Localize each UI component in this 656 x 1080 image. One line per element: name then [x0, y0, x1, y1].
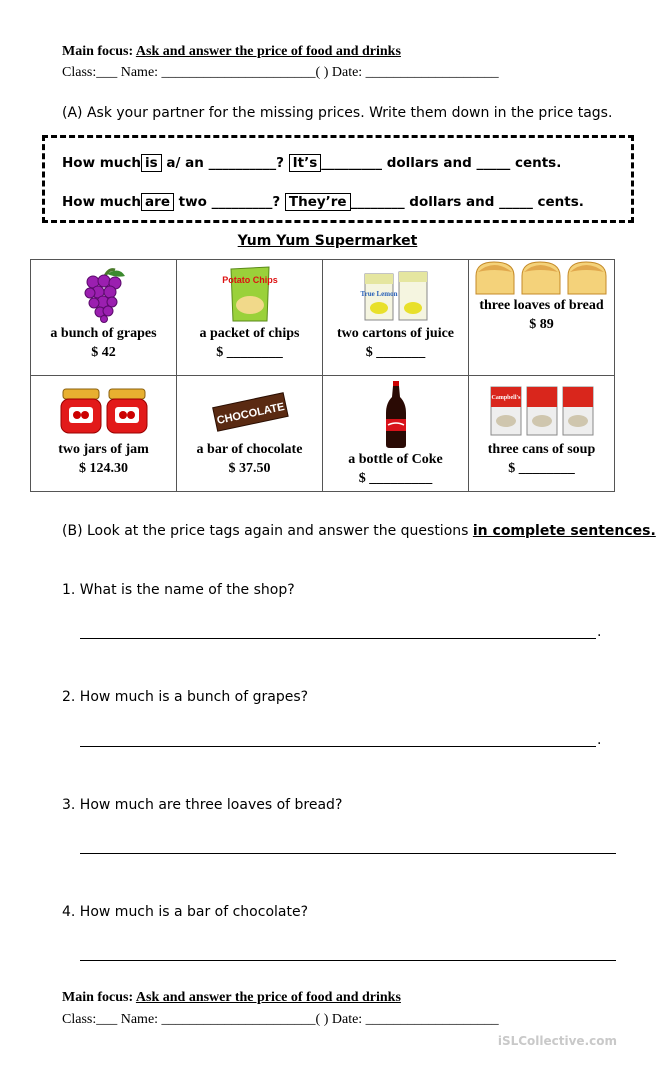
product-name: two cartons of juice [336, 326, 455, 341]
boxed-word-theyre: They’re [285, 193, 351, 211]
pattern-prefix: How much [62, 155, 142, 171]
product-price: $ 42 [91, 345, 116, 360]
boxed-word-its: It’s [289, 154, 322, 172]
pattern-prefix: How much [62, 194, 142, 210]
chips-brand-text: Potato Chips [221, 275, 278, 285]
class-name-date-line: Class:___ Name: ______________________( ) Date: ___________________ [62, 65, 499, 80]
juice-carton-icon [323, 264, 468, 324]
footer-class-name-date-line: Class:___ Name: ______________________( ) Date: ___________________ [62, 1012, 499, 1027]
part-b-instruction-text: (B) Look at the price tags again and answer the questions [62, 523, 473, 539]
product-price: $ ________ [508, 461, 575, 476]
shop-title: Yum Yum Supermarket [237, 233, 418, 249]
main-focus-label: Main focus: [62, 44, 134, 59]
pattern-suffix: _________ dollars and _____ cents. [321, 155, 562, 171]
watermark: iSLCollective.com [497, 1034, 617, 1048]
product-cell [469, 376, 615, 492]
pattern-middle: two _________? [173, 194, 285, 210]
boxed-word-are: are [141, 193, 174, 211]
main-focus-text: Ask and answer the price of food and drinks [135, 44, 401, 59]
soup-can-icon [469, 380, 614, 440]
product-cell [177, 260, 323, 376]
product-name: a bunch of grapes [50, 326, 157, 341]
main-focus-label: Main focus: [62, 990, 134, 1005]
product-name: three loaves of bread [479, 298, 604, 313]
sentence-pattern-plural [62, 194, 584, 210]
chips-packet-icon [177, 264, 322, 324]
pattern-middle: a/ an __________? [161, 155, 289, 171]
product-price: $ 124.30 [79, 461, 128, 476]
bread-loaf-icon [469, 260, 614, 296]
soup-brand-text: Campbell's [490, 395, 521, 401]
footer-main-focus [62, 990, 401, 1006]
boxed-word-is: is [141, 154, 162, 172]
question-2: 2. How much is a bunch of grapes? [62, 689, 309, 705]
pattern-suffix: ________ dollars and _____ cents. [350, 194, 584, 210]
product-cell [31, 260, 177, 376]
answer-line-1-period: . [597, 624, 602, 640]
product-name: two jars of jam [58, 442, 149, 457]
grapes-icon [31, 264, 176, 324]
part-a-instruction: (A) Ask your partner for the missing prices. Write them down in the price tags. [62, 105, 613, 121]
product-price: $ 89 [529, 317, 554, 332]
answer-line-1[interactable] [80, 638, 596, 639]
answer-line-4[interactable] [80, 960, 616, 961]
product-cell [323, 376, 469, 492]
product-name: a packet of chips [199, 326, 300, 341]
product-name: a bottle of Coke [348, 452, 443, 467]
product-price: $ 37.50 [228, 461, 271, 476]
part-b-emphasis: in complete sentences. [472, 523, 656, 539]
main-focus-text: Ask and answer the price of food and drinks [135, 990, 401, 1005]
question-3: 3. How much are three loaves of bread? [62, 797, 343, 813]
coke-bottle-icon [323, 380, 468, 450]
jam-jar-icon [31, 380, 176, 440]
product-price: $ _________ [358, 471, 433, 486]
main-focus-header [62, 44, 401, 60]
product-cell [31, 376, 177, 492]
sentence-pattern-singular [62, 155, 561, 171]
question-1: 1. What is the name of the shop? [62, 582, 295, 598]
chocolate-bar-icon [177, 380, 322, 440]
product-cell [177, 376, 323, 492]
question-4: 4. How much is a bar of chocolate? [62, 904, 309, 920]
product-cell [323, 260, 469, 376]
part-b-instruction [62, 523, 656, 539]
product-cell [469, 260, 615, 376]
answer-line-2-period: . [597, 732, 602, 748]
product-price: $ ________ [216, 345, 283, 360]
price-tag-grid [30, 259, 615, 492]
juice-brand-text: True Lemon [359, 290, 398, 298]
product-price: $ _______ [365, 345, 426, 360]
answer-line-2[interactable] [80, 746, 596, 747]
chocolate-label-text: CHOCOLATE [215, 400, 286, 427]
product-name: a bar of chocolate [196, 442, 303, 457]
product-name: three cans of soup [487, 442, 596, 457]
answer-line-3[interactable] [80, 853, 616, 854]
